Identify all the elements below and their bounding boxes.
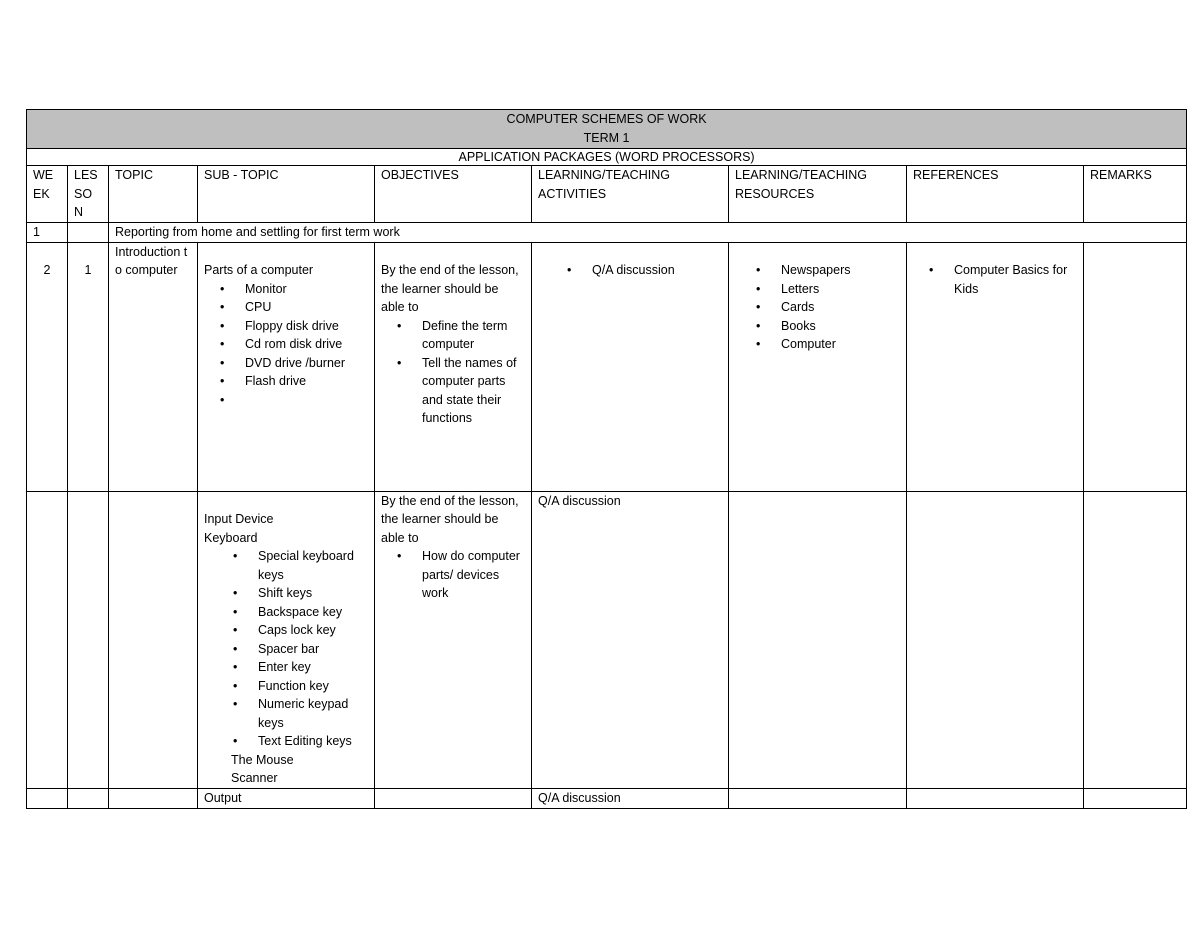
row1-text: Reporting from home and settling for first term work [109, 223, 1187, 243]
list-item: • Flash drive [204, 372, 368, 391]
list-item: • Computer Basics for Kids [913, 261, 1077, 298]
row2-subtopic [198, 242, 375, 491]
list-item: • Cd rom disk drive [204, 335, 368, 354]
list-item: • Numeric keypad keys [204, 695, 368, 732]
row2-activities-list [538, 261, 722, 280]
list-item: • Define the term computer [381, 317, 525, 354]
row3-lesson [68, 491, 109, 788]
row4-lesson [68, 788, 109, 808]
table-row [27, 788, 1187, 808]
title-row [27, 110, 1187, 149]
row4-resources [729, 788, 907, 808]
header-lesson [68, 166, 109, 223]
list-item: • Caps lock key [204, 621, 368, 640]
row4-objectives [375, 788, 532, 808]
row3-objectives-intro: By the end of the lesson, the learner should be able to [381, 493, 519, 545]
row3-subtopic-mouse: The Mouse [231, 752, 294, 767]
header-lesson-label: LES SO N [74, 168, 98, 219]
row2-resources-list [735, 261, 900, 354]
list-item: • Special keyboard keys [204, 547, 368, 584]
row2-lesson [68, 242, 109, 491]
header-resources: LEARNING/TEACHING RESOURCES [729, 166, 907, 223]
list-item: • Text Editing keys [204, 732, 368, 751]
term-label: TERM 1 [583, 131, 630, 145]
row3-week [27, 491, 68, 788]
row3-remarks [1084, 491, 1187, 788]
list-item: • Newspapers [740, 261, 900, 280]
row2-objectives [375, 242, 532, 491]
header-row [27, 166, 1187, 223]
list-item: • Books [740, 317, 900, 336]
list-item: • CPU [204, 298, 368, 317]
row3-subtopic-subheading: Keyboard [204, 530, 258, 545]
row3-objectives [375, 491, 532, 788]
row4-references [907, 788, 1084, 808]
row2-resources [729, 242, 907, 491]
header-references: REFERENCES [907, 166, 1084, 223]
row2-objectives-list [381, 317, 525, 428]
row2-references-list [913, 261, 1077, 298]
row3-activities: Q/A discussion [532, 491, 729, 788]
list-item: • Computer [740, 335, 900, 354]
package-row [27, 149, 1187, 166]
package-title: APPLICATION PACKAGES (WORD PROCESSORS) [27, 149, 1187, 166]
document-title: COMPUTER SCHEMES OF WORK [506, 112, 707, 126]
list-item: • Tell the names of computer parts and state their functions [381, 354, 525, 428]
list-item: • How do computer parts/ devices work [381, 547, 525, 603]
table-row [27, 491, 1187, 788]
list-item: • Floppy disk drive [204, 317, 368, 336]
row2-activities [532, 242, 729, 491]
header-subtopic: SUB - TOPIC [198, 166, 375, 223]
list-item: • Q/A discussion [551, 261, 722, 280]
row2-topic-value: Introduction to computer [115, 244, 188, 277]
title-cell [27, 110, 1187, 149]
row3-references [907, 491, 1084, 788]
row2-references [907, 242, 1084, 491]
row2-subtopic-heading: Parts of a computer [204, 263, 314, 277]
list-item: • DVD drive /burner [204, 354, 368, 373]
header-topic: TOPIC [109, 166, 198, 223]
list-item [204, 391, 368, 410]
list-item: • Spacer bar [204, 640, 368, 659]
row2-topic [109, 242, 198, 491]
header-remarks: REMARKS [1084, 166, 1187, 223]
row1-lesson [68, 223, 109, 243]
row3-subtopic [198, 491, 375, 788]
list-item: • Monitor [204, 280, 368, 299]
list-item: • Enter key [204, 658, 368, 677]
row3-subtopic-list [204, 547, 368, 751]
table-row [27, 223, 1187, 243]
table-row [27, 242, 1187, 491]
list-item: • Cards [740, 298, 900, 317]
header-activities: LEARNING/TEACHING ACTIVITIES [532, 166, 729, 223]
row4-topic [109, 788, 198, 808]
row2-objectives-intro: By the end of the lesson, the learner should be able to [381, 263, 519, 314]
row2-subtopic-list [204, 280, 368, 410]
row3-objectives-list [381, 547, 525, 603]
list-item: • Shift keys [204, 584, 368, 603]
row2-week-value: 2 [43, 263, 51, 277]
row1-week: 1 [27, 223, 68, 243]
row3-subtopic-heading: Input Device [204, 512, 274, 526]
row2-remarks [1084, 242, 1187, 491]
scheme-of-work-table [26, 109, 1187, 809]
list-item: • Letters [740, 280, 900, 299]
row3-subtopic-scanner: Scanner [231, 771, 278, 785]
row2-lesson-value: 1 [84, 263, 92, 277]
row2-week [27, 242, 68, 491]
list-item: • Function key [204, 677, 368, 696]
list-item: • Backspace key [204, 603, 368, 622]
row4-subtopic: Output [198, 788, 375, 808]
row4-remarks [1084, 788, 1187, 808]
header-week-label: WE EK [33, 168, 54, 201]
header-week [27, 166, 68, 223]
row3-topic [109, 491, 198, 788]
header-objectives: OBJECTIVES [375, 166, 532, 223]
row4-week [27, 788, 68, 808]
row4-activities: Q/A discussion [532, 788, 729, 808]
row3-resources [729, 491, 907, 788]
